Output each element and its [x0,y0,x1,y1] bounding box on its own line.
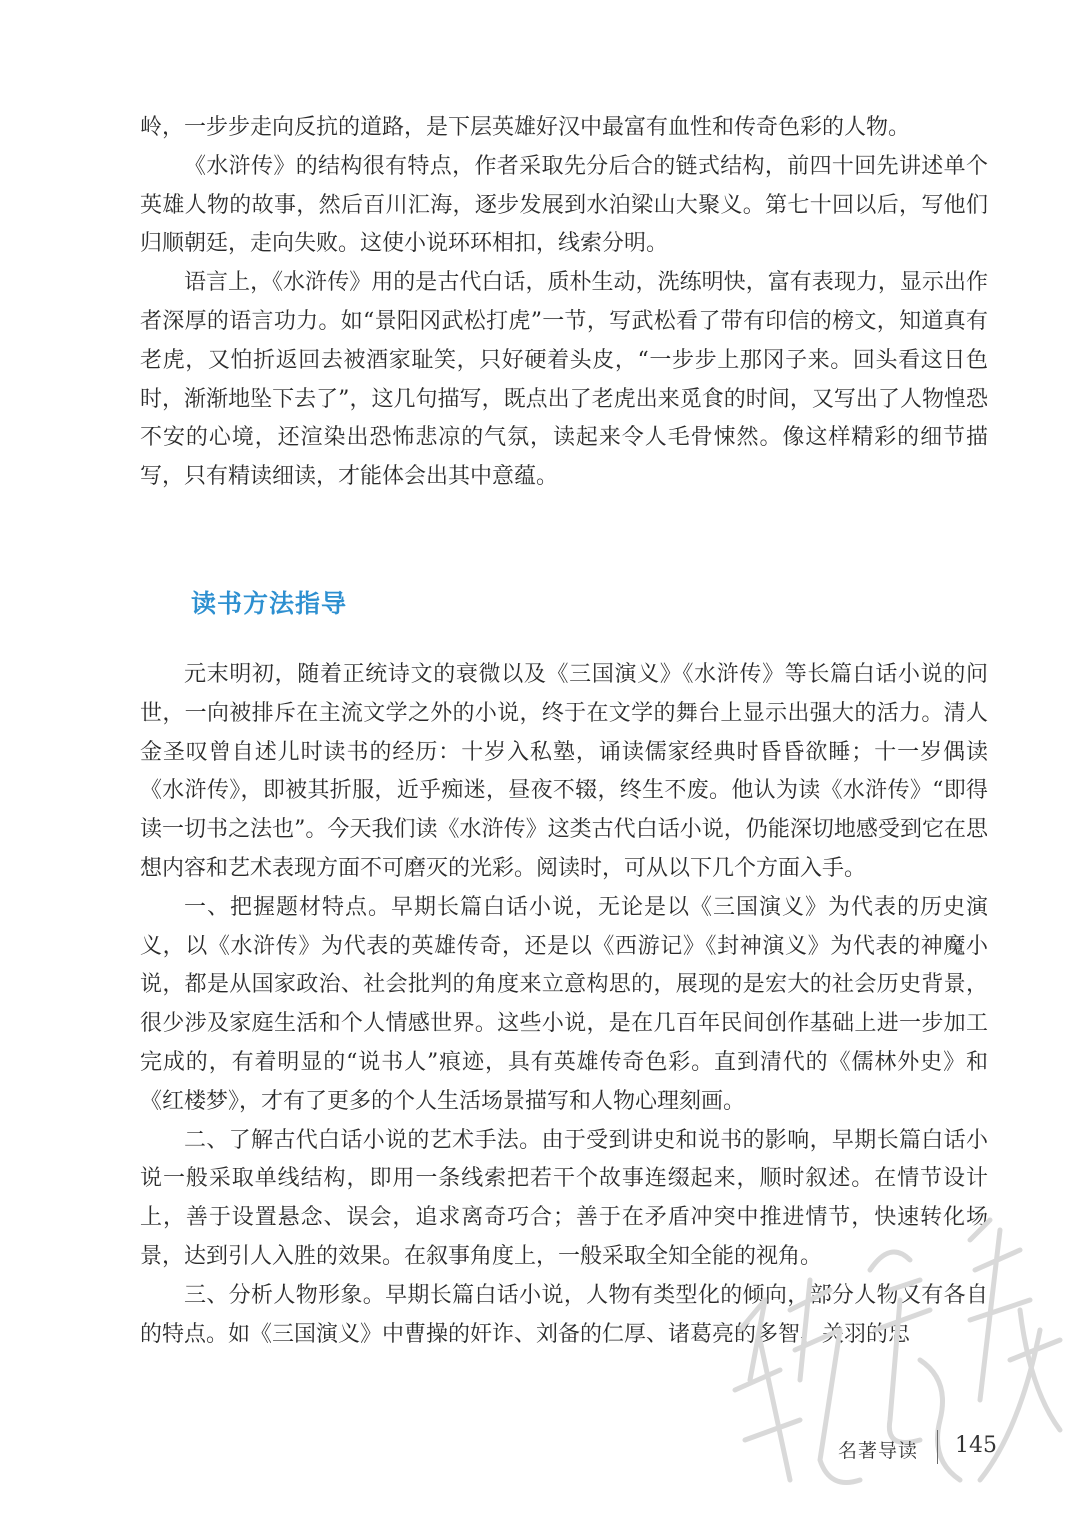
body-paragraph: 元末明初，随着正统诗文的衰微以及《三国演义》《水浒传》等长篇白话小说的问世，一向被排斥在主流文学之外的小说，终于在文学的舞台上显示出强大的活力。清人金圣叹曾自述儿时读书的经历：十岁入私塾，诵读儒家经典时昏昏欲睡；十一岁偶读《水浒传》，即被其折服，近乎痴迷，昼夜不辍，终生不废。他认为读《水浒传》“即得读一切书之法也”。今天我们读《水浒传》这类古代白话小说，仍能深切地感受到它在思想内容和艺术表现方面不可磨灭的光彩。阅读时，可从以下几个方面入手。 [140,662,988,881]
body-paragraph: 一、把握题材特点。早期长篇白话小说，无论是以《三国演义》为代表的历史演义，以《水浒传》为代表的英雄传奇，还是以《西游记》《封神演义》为代表的神魔小说，都是从国家政治、社会批判的角度来立意构思的，展现的是宏大的社会历史背景，很少涉及家庭生活和个人情感世界。这些小说，是在几百年民间创作基础上进一步加工完成的，有着明显的“说书人”痕迹，具有英雄传奇色彩。直到清代的《儒林外史》和《红楼梦》，才有了更多的个人生活场景描写和人物心理刻画。 [140,894,988,1114]
footer-divider [937,1430,938,1464]
section-heading: 读书方法指导 [191,589,348,618]
reading-summary-section [140,109,988,497]
book-section-label: 名著导读 [837,1440,918,1462]
body-paragraph: 语言上，《水浒传》用的是古代白话，质朴生动，洗练明快，富有表现力，显示出作者深厚的语言功力。如“景阳冈武松打虎”一节，写武松看了带有印信的榜文，知道真有老虎，又怕折返回去被酒家耻笑，只好硬着头皮，“一步步上那冈子来。回头看这日色时，渐渐地坠下去了”，这几句描写，既点出了老虎出来觅食的时间，又写出了人物惶恐不安的心境，还渲染出恐怖悲凉的气氛，读起来令人毛骨悚然。像这样精彩的细节描写，只有精读细读，才能体会出其中意蕴。 [140,270,988,490]
page-number: 145 [955,1433,997,1458]
page-footer [0,1428,1080,1468]
body-paragraph: 《水浒传》的结构很有特点，作者采取先分后合的链式结构，前四十回先讲述单个英雄人物的故事，然后百川汇海，逐步发展到水泊梁山大聚义。第七十回以后，写他们归顺朝廷，走向失败。这使小说环环相扣，线索分明。 [140,153,988,257]
body-paragraph-continued: 岭，一步步走向反抗的道路，是下层英雄好汉中最富有血性和传奇色彩的人物。 [140,115,911,140]
reading-method-section [140,656,988,1354]
body-paragraph: 三、分析人物形象。早期长篇白话小说，人物有类型化的倾向，部分人物又有各自的特点。如《三国演义》中曹操的奸诈、刘备的仁厚、诸葛亮的多智、关羽的忠 [140,1282,988,1347]
body-paragraph: 二、了解古代白话小说的艺术手法。由于受到讲史和说书的影响，早期长篇白话小说一般采取单线结构，即用一条线索把若干个故事连缀起来，顺时叙述。在情节设计上，善于设置悬念、误会，追求离奇巧合；善于在矛盾冲突中推进情节，快速转化场景，达到引人入胜的效果。在叙事角度上，一般采取全知全能的视角。 [140,1127,988,1269]
